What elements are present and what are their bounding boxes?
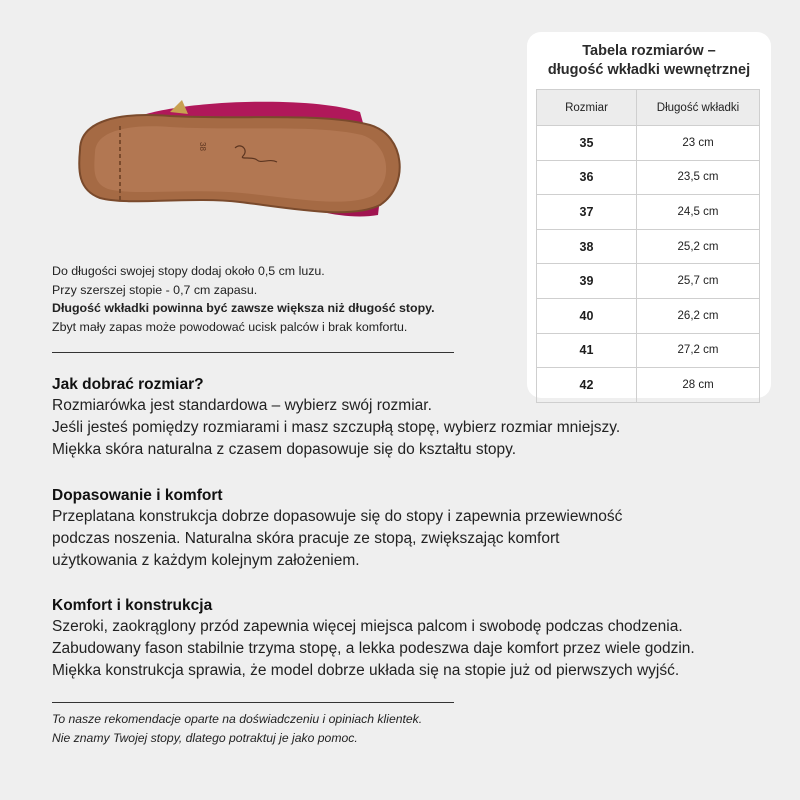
size-chart-card [527, 32, 771, 398]
section-line: Przeplatana konstrukcja dobrze dopasowuje się do stopy i zapewnia przewiewność [52, 508, 623, 525]
sole-size-print: 38 [197, 142, 207, 151]
table-row [537, 160, 760, 195]
disclaimer-line: Nie znamy Twojej stopy, dlatego potraktuj je jako pomoc. [52, 730, 358, 745]
size-cell: 42 [537, 368, 637, 403]
fit-notes [52, 262, 522, 336]
note-line-emphasis: Długość wkładki powinna być zawsze większa niż długość stopy. [52, 301, 435, 315]
length-cell: 28 cm [637, 368, 760, 403]
table-row [537, 333, 760, 368]
size-chart-title-line1: Tabela rozmiarów – [582, 43, 716, 59]
section-line: Jeśli jesteś pomiędzy rozmiarami i masz szczupłą stopę, wybierz rozmiar mniejszy. [52, 419, 621, 436]
disclaimer-line: To nasze rekomendacje oparte na doświadczeniu i opiniach klientek. [52, 712, 423, 726]
section-line: Miękka skóra naturalna z czasem dopasowuje się do kształtu stopy. [52, 441, 517, 458]
section-divider [52, 352, 454, 353]
length-cell: 23,5 cm [637, 160, 760, 195]
section-divider [52, 702, 454, 703]
size-cell: 39 [537, 264, 637, 299]
section-line: użytkowania z każdym kolejnym założeniem. [52, 552, 360, 569]
note-line: Przy szerszej stopie - 0,7 cm zapasu. [52, 282, 258, 297]
section-comfort-construction [52, 596, 792, 682]
size-cell: 40 [537, 298, 637, 333]
length-cell: 25,7 cm [637, 264, 760, 299]
length-cell: 25,2 cm [637, 229, 760, 264]
table-row [537, 264, 760, 299]
size-chart-title [535, 42, 763, 80]
length-column-header: Długość wkładki [637, 90, 760, 126]
size-cell: 35 [537, 126, 637, 161]
section-heading: Dopasowanie i komfort [52, 487, 223, 504]
section-line: Zabudowany fason stabilnie trzyma stopę, a lekka podeszwa daje komfort przez wiele godzin. [52, 640, 695, 657]
size-cell: 41 [537, 333, 637, 368]
section-heading: Jak dobrać rozmiar? [52, 376, 204, 393]
size-cell: 38 [537, 229, 637, 264]
section-line: Szeroki, zaokrąglony przód zapewnia więcej miejsca palcom i swobodę podczas chodzenia. [52, 618, 683, 635]
product-sole-image [60, 90, 420, 230]
sandal-sole-illustration [60, 90, 420, 230]
section-line: Rozmiarówka jest standardowa – wybierz swój rozmiar. [52, 397, 432, 414]
size-cell: 37 [537, 195, 637, 230]
length-cell: 27,2 cm [637, 333, 760, 368]
size-column-header: Rozmiar [537, 90, 637, 126]
note-line: Do długości swojej stopy dodaj około 0,5 cm luzu. [52, 264, 325, 278]
section-fit-comfort [52, 486, 792, 572]
section-line: Miękka konstrukcja sprawia, że model dobrze układa się na stopie już od pierwszych wyjść. [52, 662, 680, 679]
table-row [537, 126, 760, 161]
length-cell: 24,5 cm [637, 195, 760, 230]
section-line: podczas noszenia. Naturalna skóra pracuje ze stopą, zwiększając komfort [52, 530, 560, 547]
size-table-header-row [537, 90, 760, 126]
section-heading: Komfort i konstrukcja [52, 597, 213, 614]
disclaimer [52, 710, 422, 747]
size-table [536, 89, 760, 403]
note-line: Zbyt mały zapas może powodować ucisk palców i brak komfortu. [52, 319, 408, 334]
table-row [537, 229, 760, 264]
table-row [537, 298, 760, 333]
length-cell: 26,2 cm [637, 298, 760, 333]
size-chart-title-line2: długość wkładki wewnętrznej [547, 62, 751, 78]
section-size-guide [52, 375, 792, 461]
table-row [537, 195, 760, 230]
size-cell: 36 [537, 160, 637, 195]
length-cell: 23 cm [637, 126, 760, 161]
